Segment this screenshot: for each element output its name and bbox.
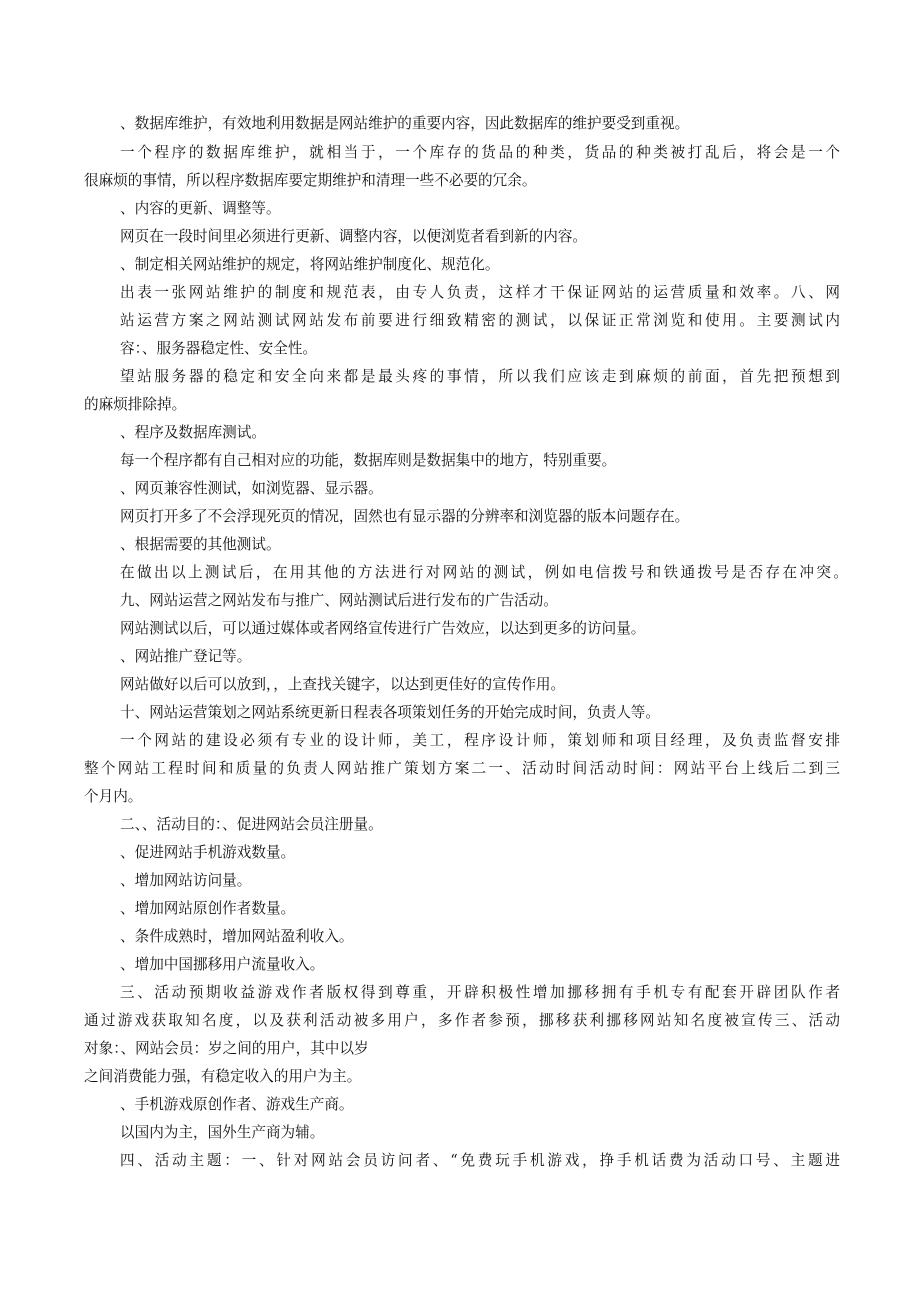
text-line-29: 、增加网站原创作者数量。 <box>120 900 296 917</box>
text-line-13: 每一个程序都有自己相对应的功能，数据库则是数据集中的地方，特别重要。 <box>120 452 617 469</box>
text-line-31: 、增加中国挪移用户流量收入。 <box>120 956 325 973</box>
text-line-33: 通过游戏获取知名度，以及获利活动被多用户，多作者参预，挪移获利挪移网站知名度被宣传三、活动 <box>84 1012 840 1029</box>
text-line-34: 对象：、网站会员：岁之间的用户，其中以岁 <box>84 1040 369 1057</box>
text-line-11: 的麻烦排除掉。 <box>84 396 187 413</box>
text-line-26: 二、、活动目的：、促进网站会员注册量。 <box>120 816 383 833</box>
text-line-2: 一个程序的数据库维护，就相当于，一个库存的货品的种类，货品的种类被打乱后，将会是一个 <box>120 144 840 161</box>
text-line-19: 网站测试以后，可以通过媒体或者网络宣传进行广告效应，以达到更多的访问量。 <box>120 620 646 637</box>
text-line-1: 、数据库维护，有效地利用数据是网站维护的重要内容，因此数据库的维护要受到重视。 <box>120 115 690 132</box>
text-line-32: 三、活动预期收益游戏作者版权得到尊重，开辟积极性增加挪移拥有手机专有配套开辟团队作者 <box>120 984 840 1001</box>
text-line-6: 、制定相关网站维护的规定，将网站维护制度化、规范化。 <box>120 256 500 273</box>
text-line-35: 之间消费能力强，有稳定收入的用户为主。 <box>84 1068 362 1085</box>
text-line-8: 站运营方案之网站测试网站发布前要进行细致精密的测试，以保证正常浏览和使用。主要测试内 <box>120 312 840 329</box>
text-line-37: 以国内为主，国外生产商为辅。 <box>120 1124 325 1141</box>
text-line-16: 、根据需要的其他测试。 <box>120 536 281 553</box>
text-line-3: 很麻烦的事情，所以程序数据库要定期维护和清理一些不必要的冗余。 <box>84 172 537 189</box>
text-line-14: 、网页兼容性测试，如浏览器、显示器。 <box>120 480 383 497</box>
text-line-7: 出表一张网站维护的制度和规范表，由专人负责，这样才干保证网站的运营质量和效率。八、网 <box>120 284 840 301</box>
text-line-12: 、程序及数据库测试。 <box>120 424 266 441</box>
text-line-10: 望站服务器的稳定和安全向来都是最头疼的事情，所以我们应该走到麻烦的前面，首先把预想到 <box>120 368 840 385</box>
text-line-9: 容：、服务器稳定性、安全性。 <box>120 340 318 357</box>
text-line-23: 一个网站的建设必须有专业的设计师，美工，程序设计师，策划师和项目经理，及负责监督安排 <box>120 732 840 749</box>
text-line-24: 整个网站工程时间和质量的负责人网站推广策划方案二一、活动时间活动时间：网站平台上线后二到三 <box>84 760 840 777</box>
text-line-30: 、条件成熟时，增加网站盈利收入。 <box>120 928 354 945</box>
text-line-28: 、增加网站访问量。 <box>120 872 252 889</box>
text-line-27: 、促进网站手机游戏数量。 <box>120 844 296 861</box>
text-line-18: 九、网站运营之网站发布与推广、网站测试后进行发布的广告活动。 <box>120 592 558 609</box>
text-line-17: 在做出以上测试后，在用其他的方法进行对网站的测试，例如电信拨号和铁通拨号是否存在冲突。 <box>120 564 848 581</box>
text-line-4: 、内容的更新、调整等。 <box>120 200 281 217</box>
text-line-25: 个月内。 <box>84 788 143 805</box>
text-line-5: 网页在一段时间里必须进行更新、调整内容，以便浏览者看到新的内容。 <box>120 228 588 245</box>
text-line-15: 网页打开多了不会浮现死页的情况，固然也有显示器的分辨率和浏览器的版本问题存在。 <box>120 508 690 525</box>
text-line-22: 十、网站运营策划之网站系统更新日程表各项策划任务的开始完成时间，负责人等。 <box>120 704 660 721</box>
text-line-20: 、网站推广登记等。 <box>120 648 252 665</box>
text-line-21: 网站做好以后可以放到，，上查找关键字，以达到更佳好的宣传作用。 <box>120 676 566 693</box>
text-line-36: 、手机游戏原创作者、游戏生产商。 <box>120 1096 354 1113</box>
text-line-38: 四、活动主题：一、针对网站会员访问者、“免费玩手机游戏，挣手机话费为活动口号、主题进 <box>120 1152 840 1169</box>
